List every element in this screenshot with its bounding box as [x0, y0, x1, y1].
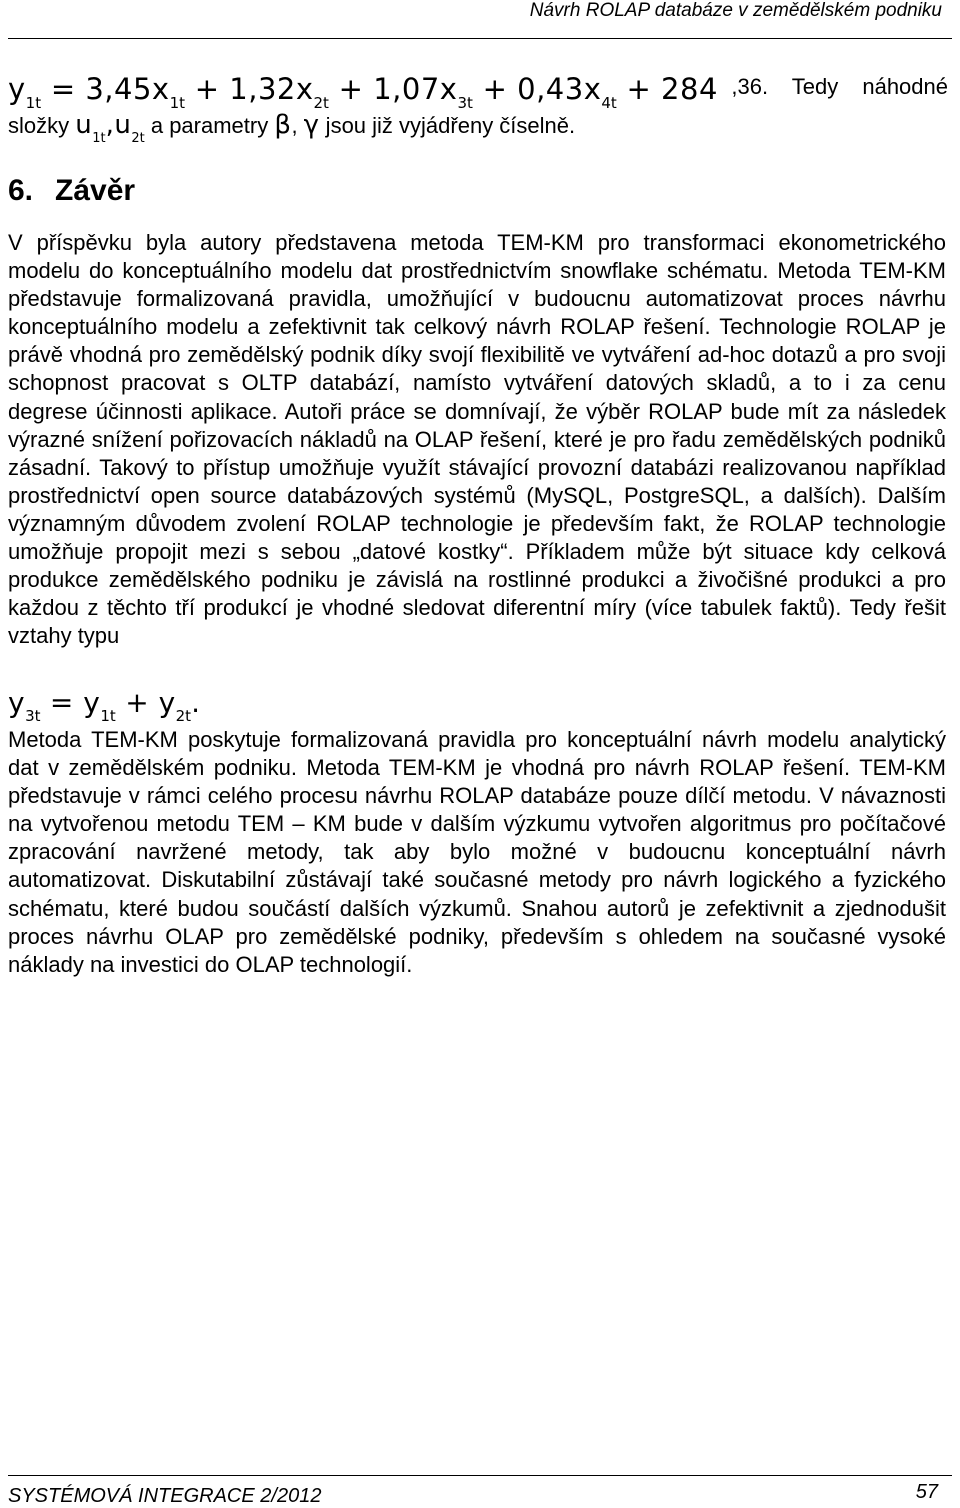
eq-term-4-sub: 4t [601, 94, 617, 112]
eq-equals: = [41, 72, 86, 106]
rel-lhs-sub: 3t [25, 707, 41, 725]
eq-term-1: 3,45x [85, 72, 170, 106]
rel-term-b: y [158, 686, 176, 719]
journal-footer: SYSTÉMOVÁ INTEGRACE 2/2012 [8, 1485, 322, 1507]
rel-term-b-sub: 2t [175, 707, 192, 725]
eq-constant: 284 [661, 72, 718, 106]
eq-plus-4: + [616, 72, 662, 106]
rel-term-a-sub: 1t [100, 707, 116, 725]
eq-term-3-sub: 3t [457, 94, 473, 112]
section-heading [8, 174, 135, 208]
rel-term-a: y [83, 686, 101, 719]
running-header: Návrh ROLAP databáze v zemědělském podniku [529, 0, 942, 21]
eq-term-2: 1,32x [229, 72, 314, 106]
text-segment: jsou již vyjádřeny číselně. [319, 113, 576, 138]
math-gamma: γ [303, 110, 320, 140]
relation-equation [8, 686, 201, 725]
text-segment: a parametry [144, 113, 275, 138]
inline-math-u [75, 110, 145, 146]
eq-lhs: y [8, 72, 26, 106]
math-u1-sub: 1t [92, 131, 106, 146]
eq-plus-1: + [185, 72, 230, 106]
regression-equation [8, 72, 718, 112]
rel-period: . [191, 686, 201, 719]
section-title: Závěr [55, 174, 136, 207]
footer-rule [8, 1475, 952, 1476]
rel-plus: + [115, 686, 159, 719]
parameters-line [8, 110, 575, 146]
math-comma: , [105, 110, 115, 140]
eq-term-2-sub: 2t [313, 94, 329, 112]
eq-term-3: 1,07x [373, 72, 458, 106]
eq-plus-2: + [328, 72, 374, 106]
conclusion-paragraph-1: V příspěvku byla autory představena metoda TEM-KM pro transformaci ekonometrického modelu do konceptuálního modelu dat prostřednictvím snowflake schématu. Metoda TEM-KM představuje formalizovaná pravidla, umožňující v budoucnu automatizovat proces návrhu konceptuálního modelu a zefektivnit tak celkový návrh ROLAP řešení. Technologie ROLAP je právě vhodná pro zemědělský podnik díky svojí flexibilitě ve vytváření ad-hoc dotazů a pro svoji schopnost pracovat s OLTP databází, namísto vytváření datových skladů, a to i za cenu degrese účinnosti aplikace. Autoři práce se domnívají, že výběr ROLAP bude mít za následek výrazné snížení pořizovacích nákladů na OLAP řešení, které je pro řadu zemědělských podniků zásadní. Takový to přístup umožňuje využít stávající provozní databázi realizovanou například prostřednictví open source databázových systémů (MySQL, PostgreSQL, a dalších). Dalším významným důvodem zvolení ROLAP technologie je především fakt, že ROLAP technologie umožňuje propojit mezi s sebou „datové kostky“. Příkladem může být situace kdy celková produkce zemědělského podniku je závislá na rostlinné produkci a živočišné produkci a pro každou z těchto tří produkcí je vhodné sledovat diferentní míry (více tabulek faktů). Tedy řešit vztahy typu [8, 230, 946, 649]
math-beta: β [274, 110, 292, 140]
eq-lhs-sub: 1t [25, 94, 42, 112]
page-number: 57 [915, 1481, 938, 1503]
rel-lhs: y [8, 686, 26, 719]
math-u2-sub: 2t [131, 131, 145, 146]
equation-tail-text: ,36. Tedy náhodné [731, 74, 948, 99]
math-u2: u [114, 110, 132, 140]
rel-equals: = [40, 686, 84, 719]
math-u1: u [75, 110, 93, 140]
equation-line [8, 72, 948, 112]
text-segment: složky [8, 113, 76, 138]
text-segment: , [291, 113, 304, 138]
eq-term-4: 0,43x [517, 72, 602, 106]
header-rule [8, 38, 952, 39]
eq-plus-3: + [472, 72, 518, 106]
section-number: 6. [8, 174, 34, 207]
eq-term-1-sub: 1t [169, 94, 186, 112]
conclusion-paragraph-2: Metoda TEM-KM poskytuje formalizovaná pravidla pro konceptuální návrh modelu analytický dat v zemědělském podniku. Metoda TEM-KM je vhodná pro návrh ROLAP řešení. TEM-KM představuje v rámci celého procesu návrhu ROLAP databáze pouze dílčí metodu. V návaznosti na vytvořenou metodu TEM – KM bude v dalším výzkumu vytvořen algoritmus pro počítačové zpracování navržené metody, tak aby bylo možné v budoucnu konceptuální návrh automatizovat. Diskutabilní zůstávají také současné metody pro návrh logického a fyzického schématu, které budou součástí dalších výzkumů. Snahou autorů je zefektivnit a zjednodušit proces návrhu OLAP pro zemědělské podniky, především s ohledem na současné vysoké náklady na investici do OLAP technologií. [8, 727, 946, 977]
relation-formula [8, 686, 201, 725]
